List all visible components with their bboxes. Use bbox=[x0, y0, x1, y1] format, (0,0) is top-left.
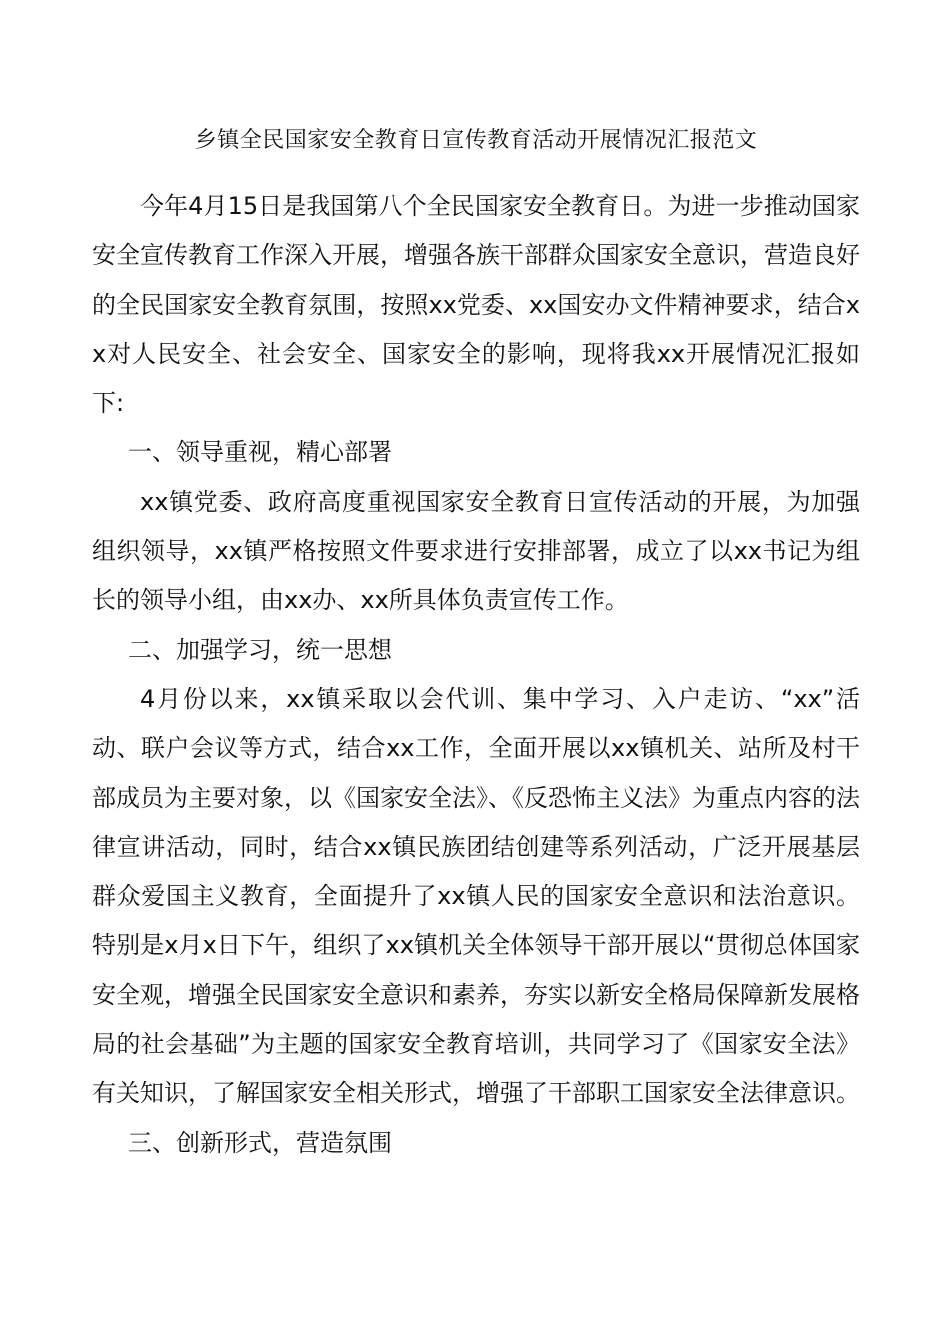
document-page bbox=[92, 118, 860, 1168]
section-2-body: 4月份以来，xx镇采取以会代训、集中学习、入户走访、“xx”活动、联户会议等方式，结合xx工作，全面开展以xx镇机关、站所及村干部成员为主要对象，以《国家安全法》、《反恐怖主义法》为重点内容的法律宣讲活动，同时，结合xx镇民族团结创建等系列活动，广泛开展基层群众爱国主义教育，全面提升了xx镇人民的国家安全意识和法治意识。特别是x月x日下午，组织了xx镇机关全体领导干部开展以“贯彻总体国家安全观，增强全民国家安全意识和素养，夯实以新安全格局保障新发展格局的社会基础”为主题的国家安全教育培训，共同学习了《国家安全法》有关知识，了解国家安全相关形式，增强了干部职工国家安全法律意识。 bbox=[92, 684, 860, 1108]
section-2-heading: 二、加强学习，统一思想 bbox=[128, 635, 392, 664]
section-1-heading: 一、领导重视，精心部署 bbox=[128, 438, 392, 467]
section-1-body: xx镇党委、政府高度重视国家安全教育日宣传活动的开展，为加强组织领导，xx镇严格按照文件要求进行安排部署，成立了以xx书记为组长的领导小组，由xx办、xx所具体负责宣传工作。 bbox=[92, 487, 860, 615]
document-title: 乡镇全民国家安全教育日宣传教育活动开展情况汇报范文 bbox=[194, 128, 758, 153]
intro-paragraph: 今年4月15日是我国第八个全民国家安全教育日。为进一步推动国家安全宣传教育工作深入开展，增强各族干部群众国家安全意识，营造良好的全民国家安全教育氛围，按照xx党委、xx国安办文件精神要求，结合xx对人民安全、社会安全、国家安全的影响，现将我xx开展情况汇报如下: bbox=[92, 192, 860, 418]
section-3-heading: 三、创新形式，营造氛围 bbox=[128, 1128, 392, 1157]
